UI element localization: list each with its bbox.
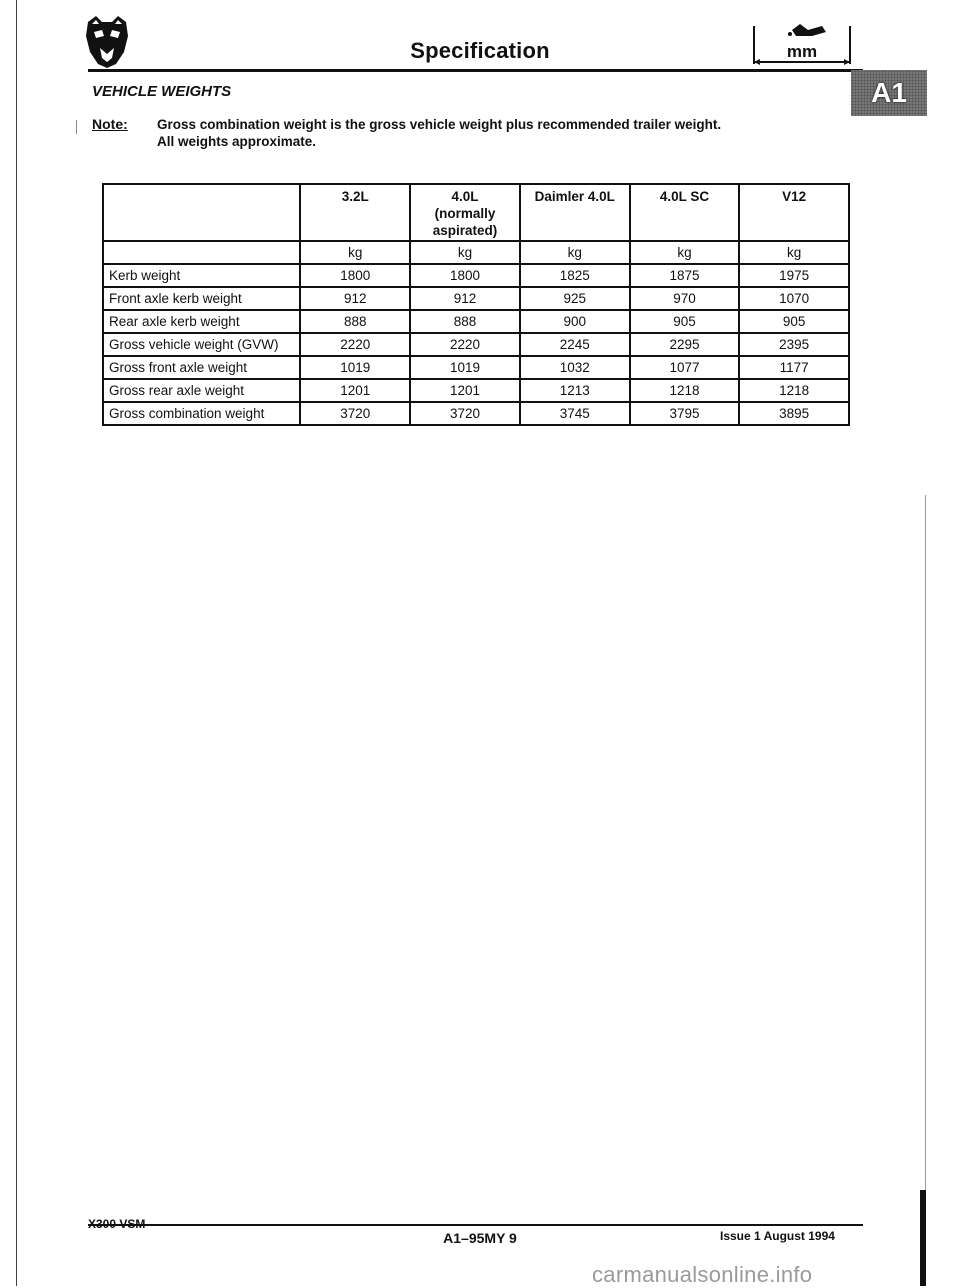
value-cell: 2245 <box>520 333 630 356</box>
vehicle-weights-table <box>102 183 850 426</box>
value-cell: 2220 <box>300 333 410 356</box>
mm-label: mm <box>786 42 818 61</box>
value-cell: 925 <box>520 287 630 310</box>
row-label: Gross combination weight <box>103 402 300 425</box>
value-cell: 900 <box>520 310 630 333</box>
value-cell: 1177 <box>739 356 849 379</box>
column-header: Daimler 4.0L <box>520 184 630 241</box>
left-margin-line <box>16 0 17 1286</box>
value-cell: 2295 <box>630 333 740 356</box>
section-tab-label: A1 <box>871 77 907 108</box>
value-cell: 3720 <box>410 402 520 425</box>
table-row <box>103 356 849 379</box>
value-cell: 1019 <box>300 356 410 379</box>
value-cell: 1077 <box>630 356 740 379</box>
value-cell: 1213 <box>520 379 630 402</box>
table-row <box>103 310 849 333</box>
note-label: Note: <box>92 116 128 132</box>
table-row <box>103 287 849 310</box>
value-cell: 3795 <box>630 402 740 425</box>
row-label: Gross vehicle weight (GVW) <box>103 333 300 356</box>
page-title: Specification <box>410 38 550 63</box>
value-cell: 3895 <box>739 402 849 425</box>
value-cell: 1070 <box>739 287 849 310</box>
table-header-row <box>103 184 849 241</box>
column-header: 4.0L SC <box>630 184 740 241</box>
unit-cell: kg <box>520 241 630 264</box>
table-row <box>103 402 849 425</box>
value-cell: 1800 <box>300 264 410 287</box>
column-header-line: 4.0L <box>451 189 479 204</box>
row-label: Rear axle kerb weight <box>103 310 300 333</box>
footer-page-number: A1–95MY 9 <box>443 1230 517 1246</box>
value-cell: 888 <box>410 310 520 333</box>
row-label: Kerb weight <box>103 264 300 287</box>
footer-issue-date: Issue 1 August 1994 <box>720 1229 835 1243</box>
right-margin-line <box>925 495 926 1195</box>
units-row <box>103 241 849 264</box>
value-cell: 1875 <box>630 264 740 287</box>
value-cell: 1218 <box>739 379 849 402</box>
value-cell: 1032 <box>520 356 630 379</box>
section-tab <box>851 70 927 116</box>
table-corner-cell <box>103 184 300 241</box>
watermark-text: carmanualsonline.info <box>592 1262 813 1287</box>
unit-cell: kg <box>739 241 849 264</box>
value-cell: 905 <box>630 310 740 333</box>
note-line-1: Gross combination weight is the gross vehicle weight plus recommended trailer weight. <box>157 117 722 132</box>
value-cell: 1825 <box>520 264 630 287</box>
value-cell: 2395 <box>739 333 849 356</box>
unit-cell: kg <box>300 241 410 264</box>
value-cell: 1218 <box>630 379 740 402</box>
value-cell: 970 <box>630 287 740 310</box>
section-heading: VEHICLE WEIGHTS <box>92 83 232 100</box>
column-header-line: (normally <box>434 206 496 221</box>
oil-can-mm-icon <box>752 20 852 66</box>
note-line-2: All weights approximate. <box>157 134 317 149</box>
header-rule <box>88 69 863 72</box>
value-cell: 3720 <box>300 402 410 425</box>
row-label: Gross rear axle weight <box>103 379 300 402</box>
unit-cell: kg <box>410 241 520 264</box>
note-text <box>157 116 721 150</box>
value-cell: 2220 <box>410 333 520 356</box>
table-row <box>103 379 849 402</box>
value-cell: 1975 <box>739 264 849 287</box>
footer-rule <box>88 1224 863 1226</box>
value-cell: 3745 <box>520 402 630 425</box>
column-header: V12 <box>739 184 849 241</box>
column-header <box>410 184 520 241</box>
table-row <box>103 264 849 287</box>
value-cell: 912 <box>410 287 520 310</box>
value-cell: 1201 <box>300 379 410 402</box>
table-row <box>103 333 849 356</box>
margin-tick <box>76 120 77 134</box>
value-cell: 1019 <box>410 356 520 379</box>
value-cell: 1800 <box>410 264 520 287</box>
unit-cell: kg <box>630 241 740 264</box>
units-label-cell <box>103 241 300 264</box>
row-label: Gross front axle weight <box>103 356 300 379</box>
value-cell: 1201 <box>410 379 520 402</box>
value-cell: 905 <box>739 310 849 333</box>
value-cell: 888 <box>300 310 410 333</box>
value-cell: 912 <box>300 287 410 310</box>
column-header: 3.2L <box>300 184 410 241</box>
column-header-line: aspirated) <box>432 223 498 238</box>
row-label: Front axle kerb weight <box>103 287 300 310</box>
